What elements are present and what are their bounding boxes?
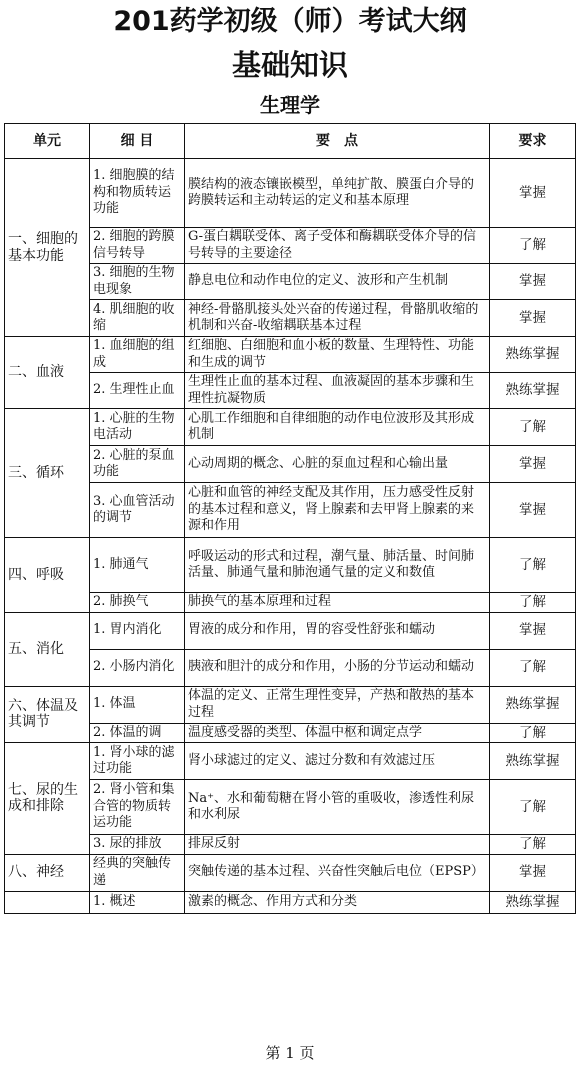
- table-row: [5, 300, 576, 337]
- point-cell: 红细胞、白细胞和血小板的数量、生理特性、功能和生成的调节: [185, 337, 490, 373]
- requirement-cell: 了解: [490, 780, 576, 835]
- table-row: [5, 373, 576, 409]
- table-row: [5, 337, 576, 373]
- requirement-cell: 熟练掌握: [490, 891, 576, 913]
- unit-cell: 三、循环: [5, 409, 90, 538]
- point-cell: 温度感受器的类型、体温中枢和调定点学: [185, 723, 490, 743]
- point-cell: 心脏和血管的神经支配及其作用，压力感受性反射的基本过程和意义，肾上腺素和去甲肾上腺素的来源和作用: [185, 483, 490, 538]
- table-row: [5, 743, 576, 780]
- table-row: [5, 891, 576, 913]
- table-body: [5, 159, 576, 914]
- point-cell: 突触传递的基本过程、兴奋性突触后电位（EPSP）: [185, 854, 490, 891]
- table-row: [5, 159, 576, 228]
- item-cell: 2. 生理性止血: [90, 373, 185, 409]
- point-cell: Na⁺、水和葡萄糖在肾小管的重吸收，渗透性利尿和水利尿: [185, 780, 490, 835]
- unit-cell: 一、细胞的基本功能: [5, 159, 90, 337]
- table-row: [5, 612, 576, 649]
- unit-cell: 四、呼吸: [5, 538, 90, 613]
- point-cell: 肾小球滤过的定义、滤过分数和有效滤过压: [185, 743, 490, 780]
- item-cell: 3. 心血管活动的调节: [90, 483, 185, 538]
- point-cell: 膜结构的液态镶嵌模型，单纯扩散、膜蛋白介导的跨膜转运和主动转运的定义和基本原理: [185, 159, 490, 228]
- requirement-cell: 掌握: [490, 446, 576, 483]
- section-heading: 生理学: [260, 93, 320, 117]
- table-row: [5, 854, 576, 891]
- table-row: [5, 264, 576, 300]
- point-cell: 排尿反射: [185, 835, 490, 855]
- header-item: 细 目: [90, 124, 185, 159]
- unit-cell: 六、体温及其调节: [5, 686, 90, 743]
- item-cell: 2. 肺换气: [90, 593, 185, 613]
- requirement-cell: 掌握: [490, 159, 576, 228]
- item-cell: 2. 体温的调: [90, 723, 185, 743]
- item-cell: 2. 肾小管和集合管的物质转运功能: [90, 780, 185, 835]
- table-row: [5, 538, 576, 593]
- table-row: [5, 228, 576, 264]
- unit-cell: 七、尿的生成和排除: [5, 743, 90, 855]
- point-cell: 肺换气的基本原理和过程: [185, 593, 490, 613]
- point-cell: 神经-骨骼肌接头处兴奋的传递过程，骨骼肌收缩的机制和兴奋-收缩耦联基本过程: [185, 300, 490, 337]
- table-row: [5, 686, 576, 723]
- requirement-cell: 掌握: [490, 300, 576, 337]
- page-number: 第 1 页: [265, 1044, 315, 1062]
- unit-cell: 五、消化: [5, 612, 90, 686]
- header-point: 要 点: [185, 124, 490, 159]
- item-cell: 2. 细胞的跨膜信号转导: [90, 228, 185, 264]
- item-cell: 2. 心脏的泵血功能: [90, 446, 185, 483]
- requirement-cell: 了解: [490, 593, 576, 613]
- requirement-cell: 了解: [490, 409, 576, 446]
- item-cell: 1. 肺通气: [90, 538, 185, 593]
- item-cell: 3. 尿的排放: [90, 835, 185, 855]
- header-unit: 单元: [5, 124, 90, 159]
- item-cell: 经典的突触传递: [90, 854, 185, 891]
- requirement-cell: 掌握: [490, 264, 576, 300]
- point-cell: 胃液的成分和作用，胃的容受性舒张和蠕动: [185, 612, 490, 649]
- item-cell: 1. 肾小球的滤过功能: [90, 743, 185, 780]
- requirement-cell: 掌握: [490, 612, 576, 649]
- item-cell: 3. 细胞的生物电现象: [90, 264, 185, 300]
- point-cell: 静息电位和动作电位的定义、波形和产生机制: [185, 264, 490, 300]
- table-row: [5, 483, 576, 538]
- point-cell: 心动周期的概念、心脏的泵血过程和心输出量: [185, 446, 490, 483]
- requirement-cell: 了解: [490, 228, 576, 264]
- point-cell: 体温的定义、正常生理性变异，产热和散热的基本过程: [185, 686, 490, 723]
- item-cell: 1. 心脏的生物电活动: [90, 409, 185, 446]
- table-header-row: [5, 124, 576, 159]
- point-cell: G-蛋白耦联受体、离子受体和酶耦联受体介导的信号转导的主要途径: [185, 228, 490, 264]
- requirement-cell: 了解: [490, 723, 576, 743]
- point-cell: 心肌工作细胞和自律细胞的动作电位波形及其形成机制: [185, 409, 490, 446]
- document-title: 201药学初级（师）考试大纲: [113, 6, 467, 37]
- table-row: [5, 723, 576, 743]
- point-cell: 胰液和胆汁的成分和作用，小肠的分节运动和蠕动: [185, 649, 490, 686]
- item-cell: 1. 体温: [90, 686, 185, 723]
- item-cell: 1. 胃内消化: [90, 612, 185, 649]
- requirement-cell: 了解: [490, 649, 576, 686]
- unit-cell: [5, 891, 90, 913]
- requirement-cell: 熟练掌握: [490, 686, 576, 723]
- requirement-cell: 熟练掌握: [490, 373, 576, 409]
- requirement-cell: 了解: [490, 835, 576, 855]
- item-cell: 1. 细胞膜的结构和物质转运功能: [90, 159, 185, 228]
- requirement-cell: 了解: [490, 538, 576, 593]
- point-cell: 生理性止血的基本过程、血液凝固的基本步骤和生理性抗凝物质: [185, 373, 490, 409]
- table-row: [5, 593, 576, 613]
- table-row: [5, 409, 576, 446]
- requirement-cell: 熟练掌握: [490, 337, 576, 373]
- document-subtitle: 基础知识: [231, 48, 348, 82]
- header-requirement: 要求: [490, 124, 576, 159]
- requirement-cell: 掌握: [490, 854, 576, 891]
- table-row: [5, 446, 576, 483]
- requirement-cell: 熟练掌握: [490, 743, 576, 780]
- table-row: [5, 835, 576, 855]
- item-cell: 4. 肌细胞的收缩: [90, 300, 185, 337]
- table-row: [5, 649, 576, 686]
- point-cell: 激素的概念、作用方式和分类: [185, 891, 490, 913]
- item-cell: 1. 概述: [90, 891, 185, 913]
- item-cell: 2. 小肠内消化: [90, 649, 185, 686]
- requirement-cell: 掌握: [490, 483, 576, 538]
- unit-cell: 二、血液: [5, 337, 90, 409]
- unit-cell: 八、神经: [5, 854, 90, 891]
- item-cell: 1. 血细胞的组成: [90, 337, 185, 373]
- point-cell: 呼吸运动的形式和过程，潮气量、肺活量、时间肺活量、肺通气量和肺泡通气量的定义和数值: [185, 538, 490, 593]
- syllabus-table: [4, 123, 576, 914]
- table-row: [5, 780, 576, 835]
